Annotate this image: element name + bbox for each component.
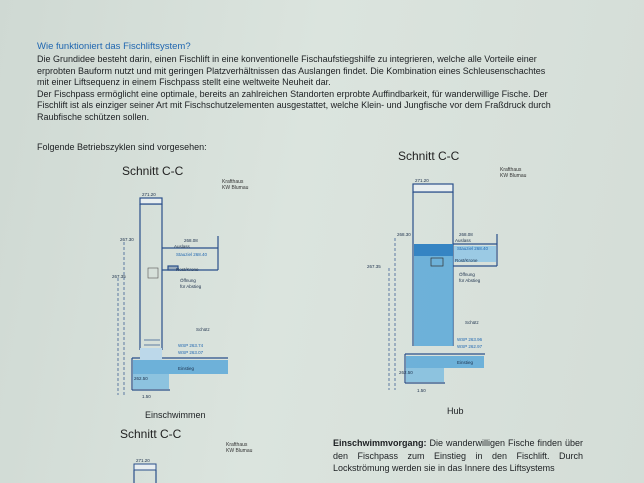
paragraph-line: Fischlift ist als einziger seiner Art mit Fischschutzelementen ausgestattet, welche Klein- und Jungfische vor dem Fraßdruck durch bbox=[37, 100, 551, 110]
right-top-elevation: 271.20 bbox=[415, 178, 429, 183]
right-einstieg: Einstieg bbox=[457, 360, 474, 365]
left-wsp2: WSP 263.07 bbox=[178, 350, 204, 355]
left-diagram-caption: Einschwimmen bbox=[145, 410, 206, 420]
left-cross-section-diagram bbox=[110, 190, 240, 405]
cycles-intro: Folgende Betriebszyklen sind vorgesehen: bbox=[37, 142, 207, 152]
left-dimension: 1.50 bbox=[142, 394, 151, 399]
bottom-cross-section-diagram bbox=[130, 456, 170, 483]
left-elev-a: 267.30 bbox=[120, 237, 134, 242]
paragraph-line: Raubfische schützen sollen. bbox=[37, 111, 150, 122]
right-elev-a: 268.08 bbox=[459, 232, 473, 237]
right-diagram-title: Schnitt C-C bbox=[398, 149, 460, 163]
right-elev-b: 268.30 bbox=[397, 232, 411, 237]
intro-paragraph bbox=[37, 54, 597, 123]
left-diagram-title: Schnitt C-C bbox=[122, 164, 184, 178]
left-stauziel: Stauziel 268.40 bbox=[176, 252, 208, 257]
bottom-top-elevation: 271.20 bbox=[136, 458, 150, 463]
left-rost: Rost/Krone bbox=[176, 267, 199, 272]
right-oeffnung: Öffnung bbox=[459, 272, 475, 277]
right-abstieg: für Abstieg bbox=[459, 278, 481, 283]
right-auslass: Auslass bbox=[455, 238, 471, 243]
right-dimension: 1.50 bbox=[417, 388, 426, 393]
right-schuetz: Schütz bbox=[465, 320, 479, 325]
right-diagram-caption: Hub bbox=[447, 406, 464, 416]
left-top-elevation: 271.20 bbox=[142, 192, 156, 197]
left-abstieg: für Abstieg bbox=[180, 284, 202, 289]
right-elev-c: 267.35 bbox=[367, 264, 381, 269]
left-bottom-elev: 262.50 bbox=[134, 376, 148, 381]
description-bold: Einschwimmvorgang: bbox=[333, 438, 427, 448]
paragraph-line: mit einer Liftsequenz in einem Fischpass stellt eine weltweite Neuheit dar. bbox=[37, 77, 331, 87]
left-wsp1: WSP 263.74 bbox=[178, 343, 204, 348]
section-heading: Wie funktioniert das Fischliftsystem? bbox=[37, 41, 191, 52]
left-plant-label: Krafthaus KW Blumau bbox=[222, 179, 249, 191]
bottom-plant-label: Krafthaus KW Blumau bbox=[226, 442, 253, 454]
left-auslass: Auslass bbox=[174, 244, 190, 249]
left-oeffnung: Öffnung bbox=[180, 278, 196, 283]
right-cross-section-diagram bbox=[365, 178, 505, 400]
paragraph-line: erprobten Bauform nutzt und mit geringen Platzverhältnissen das Auslangen findet. Die Kombination eines Schleusenschachtes bbox=[37, 65, 546, 76]
right-wsp2: WSP 262.97 bbox=[457, 344, 483, 349]
left-schuetz: Schütz bbox=[196, 327, 210, 332]
right-plant-label: Krafthaus KW Blumau bbox=[500, 167, 527, 179]
description-body: Die wanderwilligen Fische finden über den Fischpass zum Einstieg in den Fischlift. Durch Lockströmung werden sie in das Innere des Liftsystems bbox=[333, 438, 583, 473]
right-rost: Rost/Krone bbox=[455, 258, 478, 263]
right-bottom-elev: 262.50 bbox=[399, 370, 413, 375]
right-stauziel: Stauziel 268.40 bbox=[457, 246, 489, 251]
left-elev-b: 268.08 bbox=[184, 238, 198, 243]
bottom-diagram-title: Schnitt C-C bbox=[120, 427, 182, 441]
paragraph-line: Der Fischpass ermöglicht eine optimale, bereits an zahlreichen Standorten erprobte Auffindbarkeit, für wanderwillige Fische. Der bbox=[37, 88, 548, 99]
right-wsp1: WSP 263.96 bbox=[457, 337, 483, 342]
paragraph-line: Die Grundidee besteht darin, einen Fischlift in eine konventionelle Fischaufstiegshilfe zu integrieren, welche alle Vorteile einer bbox=[37, 54, 537, 64]
left-einstieg: Einstieg bbox=[178, 366, 195, 371]
left-elev-c: 267.35 bbox=[112, 274, 126, 279]
description-text bbox=[333, 437, 583, 475]
